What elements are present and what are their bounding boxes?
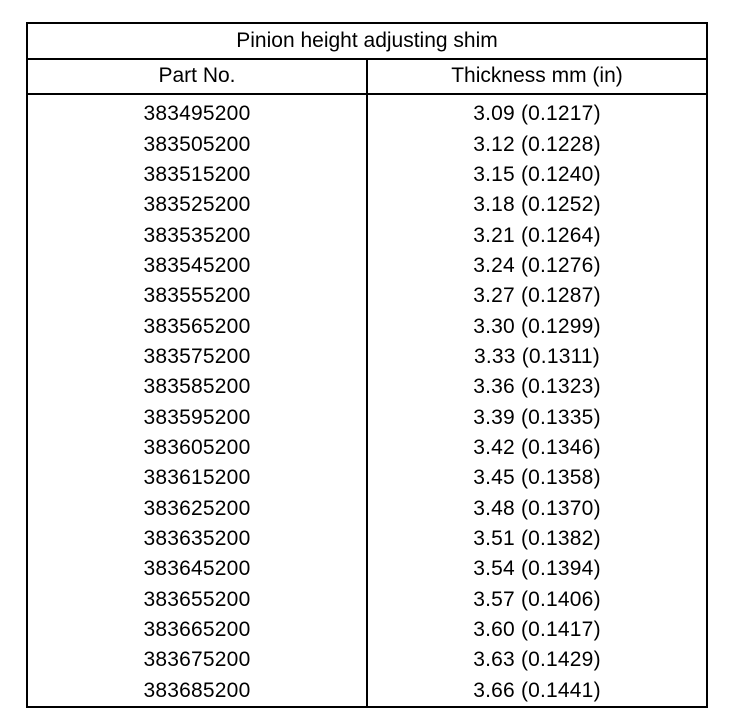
part-no-cell: 383555200: [143, 284, 251, 308]
table-header-row: [28, 60, 706, 96]
part-no-column: [28, 95, 368, 706]
thickness-cell: 3.42 (0.1346): [473, 436, 601, 460]
thickness-cell: 3.36 (0.1323): [473, 375, 601, 399]
thickness-cell: 3.09 (0.1217): [473, 102, 601, 126]
part-no-cell: 383535200: [143, 223, 251, 247]
part-no-cell: 383625200: [143, 496, 251, 520]
part-no-cell: 383525200: [143, 193, 251, 217]
thickness-cell: 3.24 (0.1276): [473, 254, 601, 278]
part-no-cell: 383565200: [143, 314, 251, 338]
part-no-cell: 383675200: [143, 648, 251, 672]
shim-table: [26, 22, 708, 708]
thickness-cell: 3.45 (0.1358): [473, 466, 601, 490]
thickness-cell: 3.21 (0.1264): [473, 223, 601, 247]
thickness-cell: 3.48 (0.1370): [473, 496, 601, 520]
thickness-cell: 3.54 (0.1394): [473, 557, 601, 581]
part-no-cell: 383665200: [143, 618, 251, 642]
thickness-cell: 3.66 (0.1441): [473, 678, 601, 702]
thickness-cell: 3.57 (0.1406): [473, 587, 601, 611]
part-no-cell: 383505200: [143, 132, 251, 156]
thickness-cell: 3.33 (0.1311): [474, 345, 600, 369]
table-title: Pinion height adjusting shim: [28, 24, 706, 60]
thickness-column: [368, 95, 706, 706]
thickness-cell: 3.12 (0.1228): [473, 132, 601, 156]
thickness-cell: 3.39 (0.1335): [473, 405, 601, 429]
part-no-header: Part No.: [28, 60, 368, 94]
part-no-cell: 383495200: [143, 102, 251, 126]
part-no-cell: 383605200: [143, 436, 251, 460]
thickness-cell: 3.30 (0.1299): [473, 314, 601, 338]
part-no-cell: 383585200: [143, 375, 251, 399]
part-no-cell: 383615200: [143, 466, 251, 490]
thickness-cell: 3.15 (0.1240): [473, 162, 601, 186]
part-no-cell: 383545200: [143, 254, 251, 278]
thickness-cell: 3.51 (0.1382): [473, 527, 601, 551]
thickness-header: Thickness mm (in): [451, 64, 623, 88]
part-no-cell: 383575200: [143, 345, 251, 369]
thickness-cell: 3.63 (0.1429): [473, 648, 601, 672]
part-no-cell: 383595200: [143, 405, 251, 429]
table-body: [28, 95, 706, 706]
part-no-cell: 383685200: [143, 678, 251, 702]
thickness-cell: 3.27 (0.1287): [473, 284, 601, 308]
part-no-cell: 383655200: [143, 587, 251, 611]
part-no-cell: 383635200: [143, 527, 251, 551]
part-no-cell: 383515200: [143, 162, 251, 186]
thickness-cell: 3.60 (0.1417): [473, 618, 601, 642]
thickness-cell: 3.18 (0.1252): [473, 193, 601, 217]
part-no-cell: 383645200: [143, 557, 251, 581]
